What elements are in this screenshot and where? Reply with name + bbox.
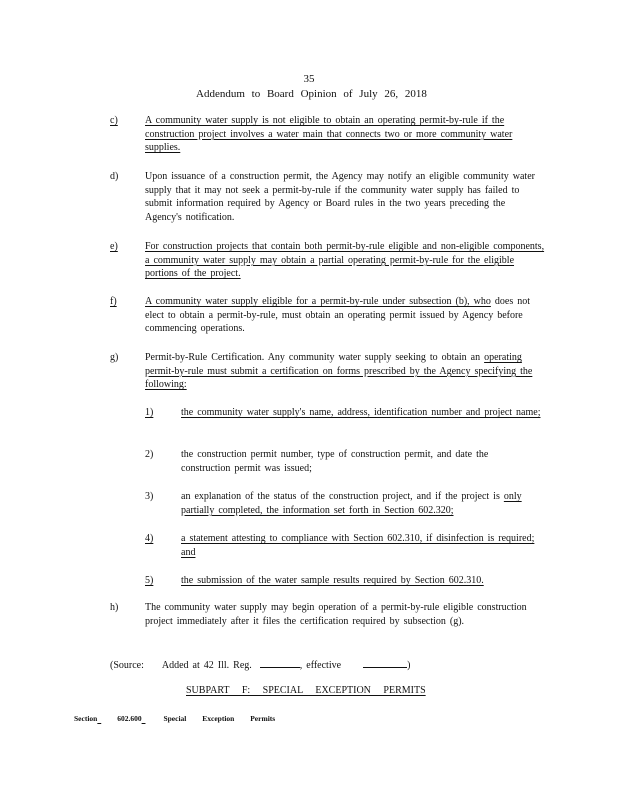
item-h-label: h)	[110, 602, 119, 613]
item-h	[110, 601, 550, 628]
item-d-text: Upon issuance of a construction permit, the Agency may notify an eligible community water supply that it may not seek a permit-by-rule if the community water supply has failed to submit information required by Agency or Board rules in the two years preceding the Agency's notification.	[145, 171, 535, 223]
item-g	[110, 351, 550, 392]
section-heading	[74, 712, 275, 726]
subitem-4	[145, 532, 545, 559]
subitem-2-label: 2)	[145, 449, 154, 460]
source-effective: , effective	[299, 660, 342, 671]
item-f	[110, 295, 550, 336]
subitem-3-text-plain: an explanation of the status of the construction project, and if the project is	[181, 491, 500, 502]
subitem-4-text: a statement attesting to compliance with Section 602.310, if disinfection is required; and	[181, 533, 535, 558]
item-g-label: g)	[110, 352, 119, 363]
item-g-text	[145, 351, 545, 392]
item-d-label: d)	[110, 171, 119, 182]
item-d	[110, 170, 550, 224]
subpart-heading: SUBPART F: SPECIAL EXCEPTION PERMITS	[186, 685, 426, 696]
page-number: 35	[303, 73, 315, 85]
subitem-2	[145, 448, 545, 475]
item-c	[110, 114, 550, 155]
subitem-1-label: 1)	[145, 407, 154, 418]
item-g-text-underlined: operating permit-by-rule must submit a certification on forms prescribed by the Agency specifying the following:	[145, 352, 533, 391]
item-g-text-plain: Permit-by-Rule Certification. Any community water supply seeking to obtain an	[145, 352, 481, 363]
subitem-5-text: the submission of the water sample results required by Section 602.310.	[181, 575, 484, 586]
item-c-label: c)	[110, 115, 118, 126]
section-number: 602.600	[117, 714, 142, 723]
item-f-text-rest: does not elect to obtain a permit-by-rule, must obtain an operating permit issued by Agency before commencing operations.	[145, 296, 530, 335]
item-c-text: A community water supply is not eligible to obtain an operating permit-by-rule if the construction project involves a water main that connects two or more community water supplies.	[145, 115, 513, 154]
item-h-text: The community water supply may begin operation of a permit-by-rule eligible construction project immediately after it files the certification required by subsection (g).	[145, 602, 527, 627]
section-title: Special Exception Permits	[163, 714, 276, 723]
subitem-2-text: the construction permit number, type of construction permit, and date the construction permit was issued;	[181, 449, 489, 474]
subitem-1-text: the community water supply's name, address, identification number and project name;	[181, 407, 541, 418]
section-word: Section	[74, 714, 98, 723]
source-note	[110, 657, 410, 673]
effective-date-blank	[363, 657, 407, 668]
item-f-text	[145, 295, 545, 336]
item-e	[110, 240, 550, 281]
source-close: )	[407, 660, 411, 671]
subitem-3-text	[181, 490, 541, 517]
item-e-label: e)	[110, 241, 118, 252]
item-f-label: f)	[110, 296, 117, 307]
subitem-5	[145, 574, 545, 588]
subitem-1	[145, 406, 545, 420]
source-open: (Source:	[110, 660, 144, 671]
register-blank	[260, 657, 300, 668]
subitem-3-label: 3)	[145, 491, 154, 502]
source-text: Added at 42 Ill. Reg.	[161, 660, 252, 671]
item-e-text: For construction projects that contain both permit-by-rule eligible and non-eligible components, a community water supply may obtain a partial operating permit-by-rule for the eligible portions of the project.	[145, 241, 545, 280]
subitem-5-label: 5)	[145, 575, 154, 586]
subitem-3-text-underlined: only partially completed, the information set forth in Section 602.320;	[181, 491, 522, 516]
item-f-text-underlined: A community water supply eligible for a permit-by-rule under subsection (b), who	[145, 296, 491, 307]
subitem-3	[145, 490, 545, 517]
addendum-header: Addendum to Board Opinion of July 26, 2018	[196, 88, 427, 100]
subitem-4-label: 4)	[145, 533, 154, 544]
